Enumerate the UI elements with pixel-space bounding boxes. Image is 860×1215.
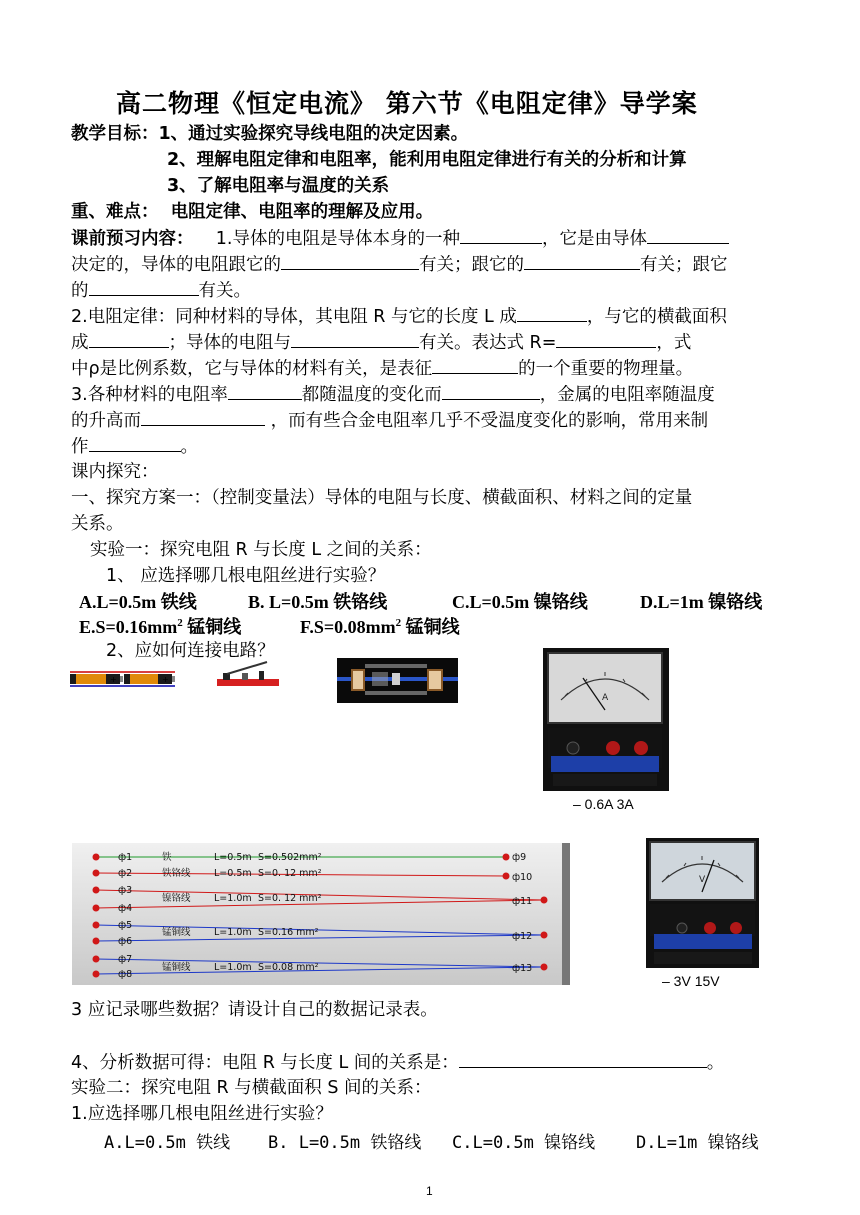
- blank[interactable]: [647, 225, 729, 244]
- blank[interactable]: [432, 355, 518, 374]
- plan1-line-2: 关系。: [71, 514, 124, 534]
- wire-length: L=1.0m: [214, 893, 252, 904]
- blank[interactable]: [281, 251, 419, 270]
- experiment-1-heading: 实验一：探究电阻 R 与长度 L 之间的关系：: [90, 540, 432, 560]
- board-right-label: ф13: [512, 963, 533, 974]
- experiment-2-question-1: 1.应选择哪几根电阻丝进行实验？: [71, 1104, 333, 1124]
- question-4-end: 。: [706, 1053, 725, 1073]
- blank[interactable]: [291, 329, 419, 348]
- preview-p1-e: 有关；跟它: [640, 255, 728, 275]
- objectives-line-1: [71, 121, 468, 147]
- wire-material: 锰铜线: [162, 927, 191, 938]
- board-right-label: ф9: [512, 852, 527, 863]
- objectives-label: 教学目标：: [71, 124, 159, 144]
- svg-text:+: +: [162, 675, 169, 684]
- blank[interactable]: [442, 381, 540, 400]
- board-left-label: ф6: [118, 936, 133, 947]
- inclass-label: 课内探究：: [71, 462, 159, 482]
- option-c[interactable]: C.L=0.5m 镍铬线: [452, 592, 588, 612]
- board-right-label: ф11: [512, 896, 533, 907]
- keypoints-label: 重、难点：: [71, 202, 159, 222]
- preview-p3-d: 的升高而: [71, 411, 141, 431]
- board-right-label: ф10: [512, 872, 533, 883]
- option-e-text: E.S=0.16mm: [79, 617, 178, 637]
- preview-line-3: [71, 277, 251, 304]
- option-b-2[interactable]: B. L=0.5m 铁铬线: [268, 1133, 422, 1153]
- page-number: 1: [426, 1184, 433, 1198]
- question-1: 1、 应选择哪几根电阻丝进行实验？: [106, 566, 386, 586]
- preview-p2-g: 中ρ是比例系数，它与导体的材料有关，是表征: [71, 359, 433, 379]
- page-title: 高二物理《恒定电流》 第六节《电阻定律》导学案: [116, 89, 698, 118]
- voltmeter-range-label: – 3V 15V: [662, 973, 720, 989]
- option-f-sup: 2: [395, 617, 402, 629]
- objective-2: 2、理解电阻定律和电阻率，能利用电阻定律进行有关的分析和计算: [167, 150, 687, 170]
- blank[interactable]: [459, 1049, 707, 1068]
- preview-line-8: [71, 407, 708, 434]
- board-left-label: ф8: [118, 969, 133, 980]
- preview-p2-b: ，与它的横截面积: [586, 307, 727, 327]
- preview-line-9: [71, 433, 198, 460]
- keypoints-text: 电阻定律、电阻率的理解及应用。: [170, 202, 434, 222]
- keypoints-line: [71, 199, 433, 225]
- wire-length: L=1.0m: [214, 927, 252, 938]
- preview-p2-d: ；导体的电阻与: [168, 333, 291, 353]
- preview-p3-e: ，而有些合金电阻率几乎不受温度变化的影响，常用来制: [270, 411, 709, 431]
- option-f[interactable]: [300, 613, 460, 639]
- preview-p3-b: 都随温度的变化而: [301, 385, 442, 405]
- blank[interactable]: [141, 407, 265, 426]
- preview-p1-c: 决定的，导体的电阻跟它的: [71, 255, 281, 275]
- board-left-label: ф4: [118, 903, 133, 914]
- blank[interactable]: [89, 433, 181, 452]
- wire-area: S=0. 12 mm²: [258, 893, 322, 904]
- voltmeter-face-label: V: [699, 875, 706, 885]
- wire-area: S=0.08 mm²: [258, 962, 319, 973]
- preview-line-5: [71, 329, 691, 356]
- preview-line-2: [71, 251, 728, 278]
- wire-material: 锰铜线: [162, 962, 191, 973]
- option-f-tail: 锰铜线: [401, 617, 460, 637]
- blank[interactable]: [228, 381, 302, 400]
- option-d[interactable]: D.L=1m 镍铬线: [640, 592, 763, 612]
- wire-material: 铁铬线: [162, 868, 191, 879]
- ammeter-image: [543, 648, 669, 791]
- rheostat-image: [337, 658, 458, 703]
- objective-1: 1、通过实验探究导线电阻的决定因素。: [158, 124, 469, 144]
- wire-area: S=0.16 mm²: [258, 927, 319, 938]
- wire-length: L=0.5m: [214, 852, 252, 863]
- wire-material: 铁: [162, 852, 172, 863]
- preview-p2-f: ，式: [656, 333, 692, 353]
- blank[interactable]: [89, 329, 169, 348]
- board-left-label: ф5: [118, 920, 133, 931]
- option-b[interactable]: B. L=0.5m 铁铬线: [248, 592, 388, 612]
- objective-3: 3、了解电阻率与温度的关系: [167, 176, 390, 196]
- board-left-label: ф7: [118, 954, 133, 965]
- option-a[interactable]: A.L=0.5m 铁线: [79, 592, 197, 612]
- preview-line-6: [71, 355, 693, 382]
- blank[interactable]: [517, 303, 587, 322]
- option-e-tail: 锰铜线: [182, 617, 242, 637]
- preview-p1-b: ，它是由导体: [541, 229, 647, 249]
- wire-length: L=0.5m: [214, 868, 252, 879]
- ammeter-face-label: A: [602, 693, 609, 703]
- plan1-line-1: 一、探究方案一：（控制变量法）导体的电阻与长度、横截面积、材料之间的定量: [71, 488, 693, 508]
- preview-line-7: [71, 381, 715, 408]
- preview-p1-d: 有关；跟它的: [419, 255, 524, 275]
- preview-p3-c: ，金属的电阻率随温度: [539, 385, 715, 405]
- option-e-sup: 2: [177, 617, 183, 629]
- preview-p3-g: 。: [180, 437, 198, 457]
- option-c-2[interactable]: C.L=0.5m 镍铬线: [452, 1133, 596, 1153]
- preview-p2-e: 有关。表达式 R=: [419, 333, 557, 353]
- preview-line-1: [71, 225, 729, 252]
- wire-area: S=0. 12 mm²: [258, 868, 322, 879]
- preview-p2-c: 成: [71, 333, 89, 353]
- preview-p2-h: 的一个重要的物理量。: [518, 359, 694, 379]
- preview-label: 课前预习内容：: [71, 229, 194, 249]
- wire-area: S=0.502mm²: [258, 852, 322, 863]
- board-left-label: ф1: [118, 852, 133, 863]
- question-3: 3 应记录哪些数据？请设计自己的数据记录表。: [71, 1000, 438, 1020]
- preview-p3-a: 3.各种材料的电阻率: [71, 385, 228, 405]
- option-e[interactable]: [79, 613, 241, 639]
- board-left-label: ф2: [118, 868, 133, 879]
- blank[interactable]: [524, 251, 640, 270]
- question-2: 2、应如何连接电路？: [106, 641, 275, 661]
- question-4: [71, 1049, 724, 1076]
- battery-icon: [70, 670, 175, 688]
- voltmeter-image: [646, 838, 759, 968]
- svg-text:+: +: [110, 675, 117, 684]
- switch-icon: [217, 659, 279, 687]
- preview-line-4: [71, 303, 727, 330]
- blank[interactable]: [89, 277, 199, 296]
- wire-material: 镍铬线: [162, 893, 191, 904]
- board-left-label: ф3: [118, 885, 133, 896]
- option-f-text: F.S=0.08mm: [300, 617, 396, 637]
- option-d-2[interactable]: D.L=1m 镍铬线: [636, 1133, 759, 1153]
- question-4-text: 4、分析数据可得：电阻 R 与长度 L 间的关系是：: [71, 1053, 459, 1073]
- resistance-wire-board: [72, 843, 570, 985]
- blank[interactable]: [556, 329, 656, 348]
- wire-length: L=1.0m: [214, 962, 252, 973]
- preview-p3-f: 作: [71, 437, 89, 457]
- ammeter-range-label: – 0.6A 3A: [573, 796, 634, 812]
- preview-p2-a: 2.电阻定律：同种材料的导体，其电阻 R 与它的长度 L 成: [71, 307, 517, 327]
- preview-p1-a: 1.导体的电阻是导体本身的一种: [215, 229, 460, 249]
- option-a-2[interactable]: A.L=0.5m 铁线: [104, 1133, 231, 1153]
- board-right-label: ф12: [512, 931, 533, 942]
- experiment-2-heading: 实验二：探究电阻 R 与横截面积 S 间的关系：: [71, 1078, 432, 1098]
- preview-p1-f: 的: [71, 281, 89, 301]
- preview-p1-g: 有关。: [198, 281, 251, 301]
- blank[interactable]: [460, 225, 542, 244]
